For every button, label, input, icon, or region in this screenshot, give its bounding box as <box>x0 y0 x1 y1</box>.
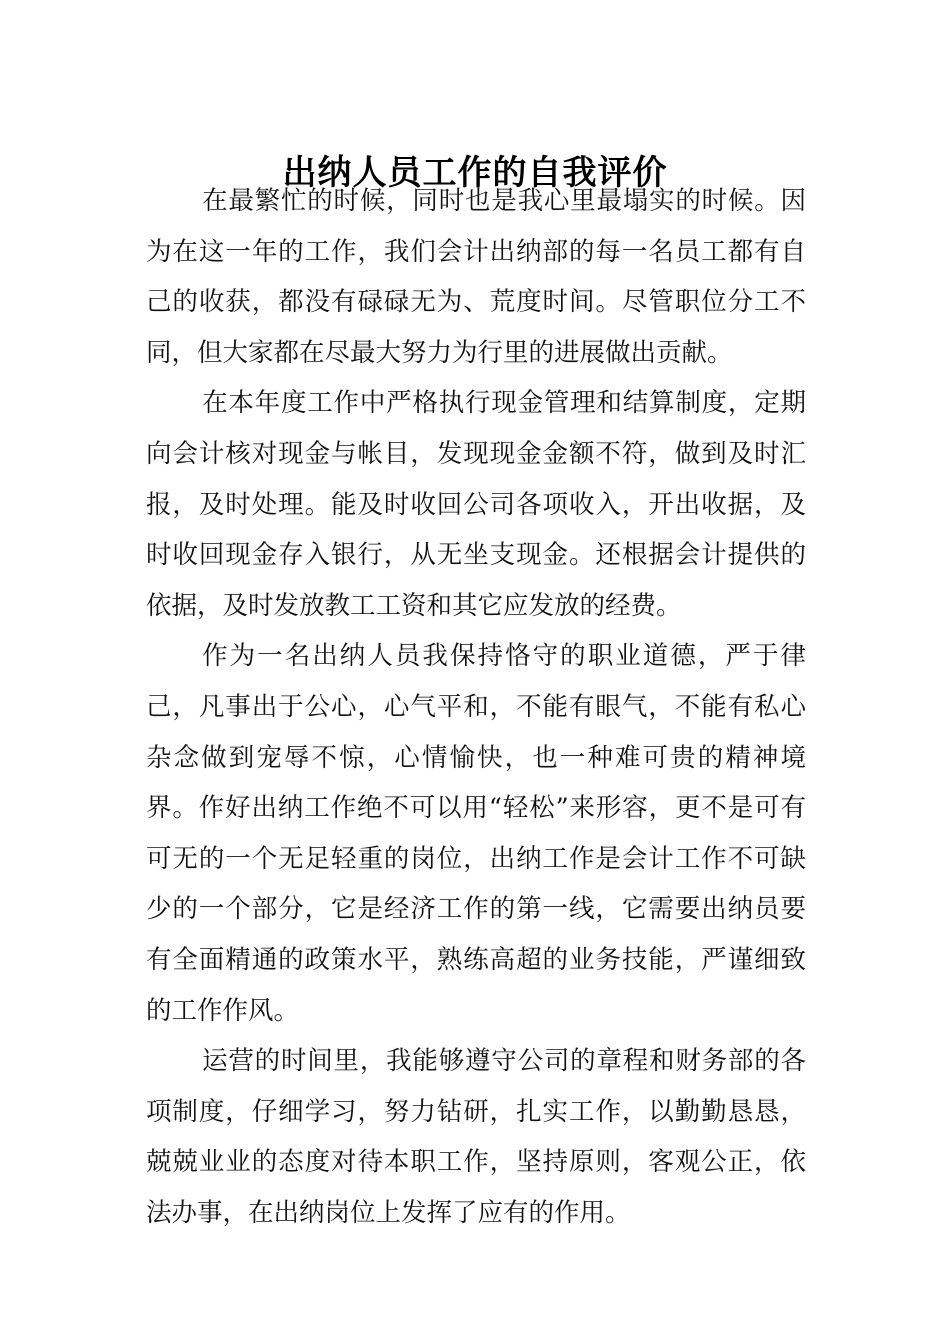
paragraph-2: 在本年度工作中严格执行现金管理和结算制度，定期向会计核对现金与帐目，发现现金金额不符，做到及时汇报，及时处理。能及时收回公司各项收入，开出收据，及时收回现金存入银行，从无坐支现金。还根据会计提供的依据，及时发放教工工资和其它应发放的经费。 <box>146 388 806 621</box>
document-body <box>146 176 806 1238</box>
paragraph-1: 在最繁忙的时候，同时也是我心里最塌实的时候。因为在这一年的工作，我们会计出纳部的每一名员工都有自己的收获，都没有碌碌无为、荒度时间。尽管职位分工不同，但大家都在尽最大努力为行里的进展做出贡献。 <box>146 186 806 368</box>
paragraph-3: 作为一名出纳人员我保持恪守的职业道德，严于律己，凡事出于公心，心气平和，不能有眼气，不能有私心杂念做到宠辱不惊，心情愉快，也一种难可贵的精神境界。作好出纳工作绝不可以用“轻松”来形容，更不是可有可无的一个无足轻重的岗位，出纳工作是会计工作不可缺少的一个部分，它是经济工作的第一线，它需要出纳员要有全面精通的政策水平，熟练高超的业务技能，严谨细致的工作作风。 <box>146 641 806 1026</box>
document-title: 出纳人员工作的自我评价 <box>282 152 668 193</box>
paragraph-4: 运营的时间里，我能够遵守公司的章程和财务部的各项制度，仔细学习，努力钻研，扎实工作，以勤勤恳恳，兢兢业业的态度对待本职工作，坚持原则，客观公正，依法办事，在出纳岗位上发挥了应有的作用。 <box>146 1046 806 1228</box>
